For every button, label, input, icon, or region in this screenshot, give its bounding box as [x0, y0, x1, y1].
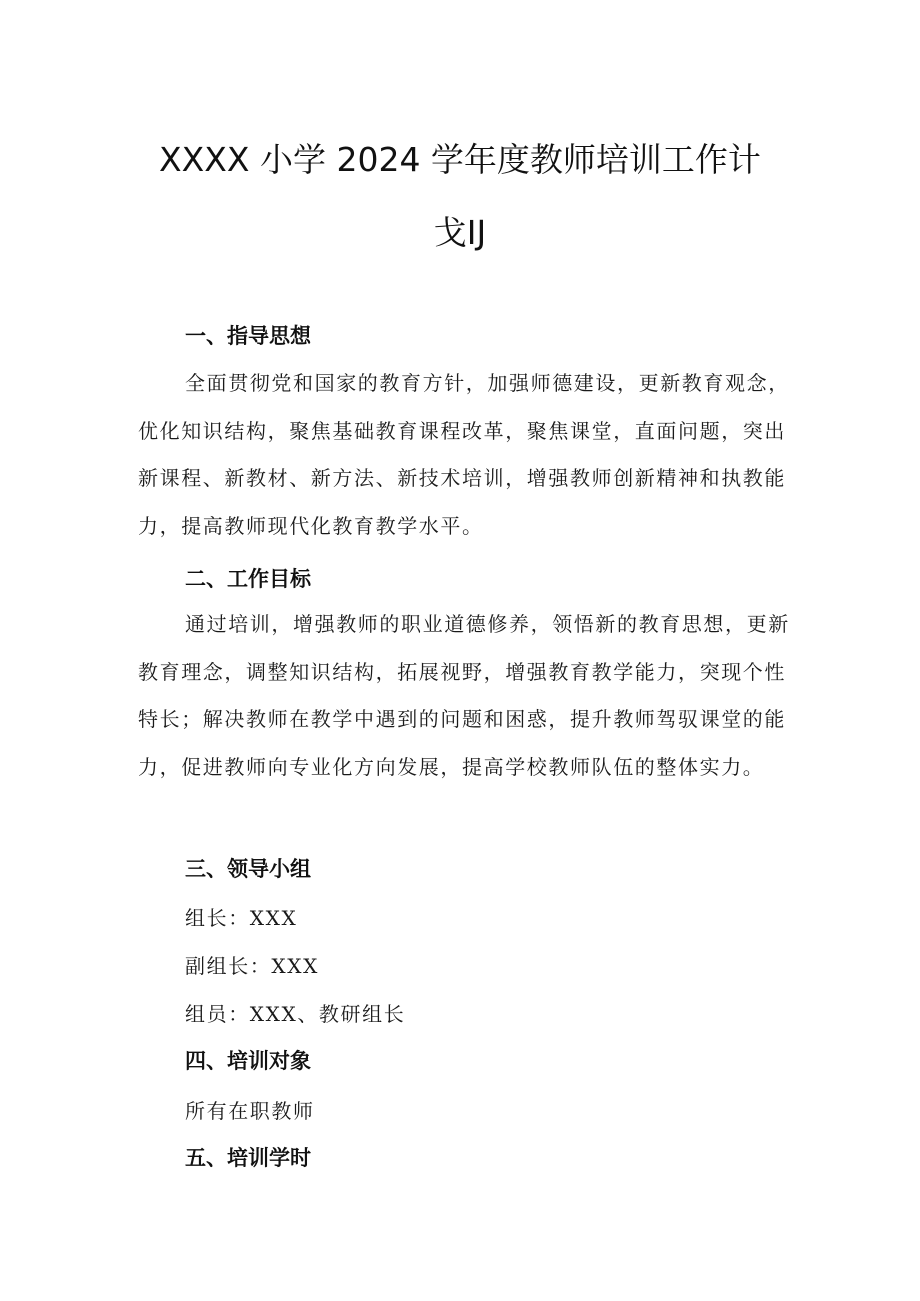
training-targets-text: 所有在职教师 — [185, 1099, 315, 1123]
leadership-members: 组员：XXX、教研组长 — [185, 1002, 406, 1026]
leadership-deputy-leader: 副组长：XXX — [185, 954, 319, 978]
leadership-leader: 组长：XXX — [185, 906, 298, 930]
document-title-line-1: XXXX 小学 2024 学年度教师培训工作计 — [159, 140, 761, 179]
section-heading-leadership-group: 三、领导小组 — [185, 857, 311, 881]
section-heading-training-targets: 四、培训对象 — [185, 1049, 311, 1073]
document-title-line-2: 戈IJ — [433, 213, 487, 252]
section-heading-work-goals: 二、工作目标 — [185, 567, 311, 591]
section-heading-training-hours: 五、培训学时 — [185, 1146, 311, 1170]
section-paragraph-guiding-ideology: 全面贯彻党和国家的教育方针，加强师德建设，更新教育观念，优化知识结构，聚焦基础教育课程改革，聚焦课堂，直面问题，突出新课程、新教材、新方法、新技术培训，增强教师创新精神和执教能力，提高教师现代化教育教学水平。 — [138, 371, 790, 538]
section-heading-guiding-ideology: 一、指导思想 — [185, 324, 311, 348]
section-paragraph-work-goals: 通过培训，增强教师的职业道德修养，领悟新的教育思想，更新教育理念，调整知识结构，拓展视野，增强教育教学能力，突现个性特长；解决教师在教学中遇到的问题和困惑，提升教师驾驭课堂的能力，促进教师向专业化方向发展，提高学校教师队伍的整体实力。 — [138, 612, 790, 779]
